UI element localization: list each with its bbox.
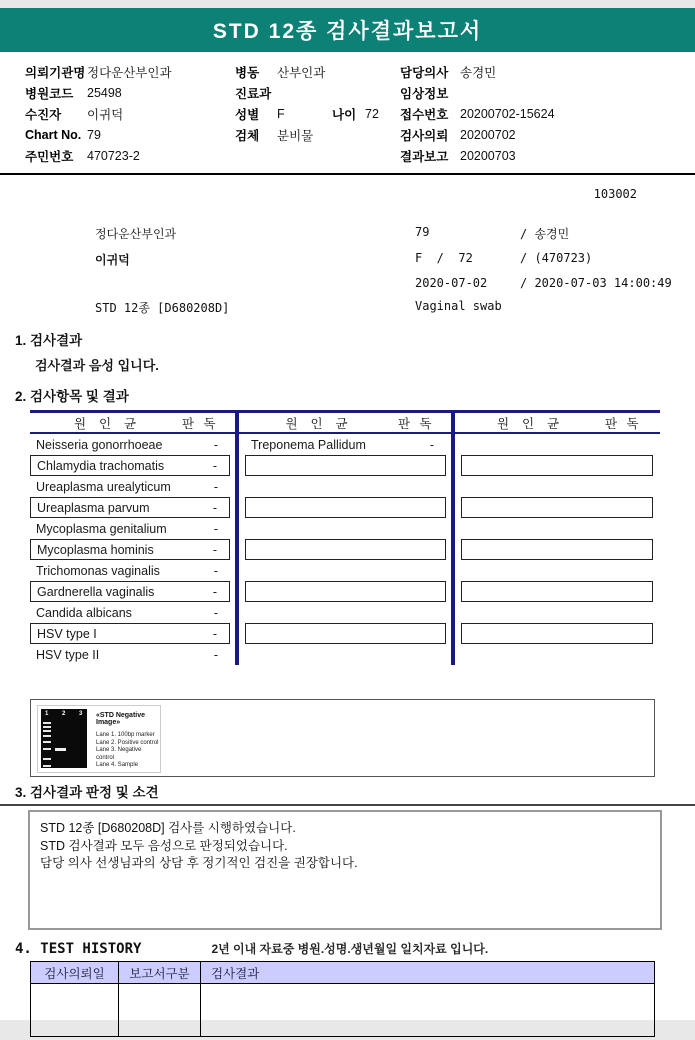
info-label-request-date: 검사의뢰	[400, 128, 449, 143]
pathogen-row	[30, 644, 230, 665]
gel-image-frame	[37, 705, 161, 773]
header-result: 판 독	[182, 416, 219, 431]
specimen-type: Vaginal swab	[415, 299, 502, 313]
report-title: STD 12종 검사결과보고서	[212, 20, 483, 43]
gel-band	[43, 722, 51, 724]
patient-rrn: / (470723)	[520, 251, 593, 265]
report-datetime: / 2020-07-03 14:00:49	[520, 276, 672, 290]
info-label-specimen: 검체	[235, 128, 260, 143]
pathogen-result: -	[213, 437, 219, 452]
pathogen-row	[30, 539, 230, 560]
pathogen-column-3	[453, 434, 660, 665]
info-value-chart-no: 79	[87, 127, 101, 142]
pathogen-row	[461, 623, 653, 644]
document-number: 103002	[593, 187, 637, 201]
pathogen-name: Chlamydia trachomatis	[37, 458, 165, 473]
std-table-body	[30, 434, 660, 665]
info-label-rrn: 주민번호	[25, 149, 74, 164]
pathogen-row	[245, 581, 446, 602]
pathogen-result: -	[213, 647, 219, 662]
history-header-report-type: 보고서구분	[119, 962, 201, 983]
pathogen-name: Treponema Pallidum	[251, 437, 366, 452]
info-label-sex: 성별	[235, 107, 260, 122]
section4-heading-row	[0, 940, 695, 957]
pathogen-result: -	[212, 542, 218, 557]
info-label-doctor: 담당의사	[400, 65, 449, 80]
pathogen-name: Ureaplasma urealyticum	[36, 479, 171, 494]
gel-band	[43, 726, 51, 728]
pathogen-row	[30, 602, 230, 623]
column-divider	[451, 410, 455, 665]
section2-title: 2. 검사항목 및 결과	[15, 389, 129, 404]
gel-sample-band	[55, 748, 66, 751]
info-value-specimen: 분비물	[277, 128, 314, 143]
comment-line: STD 12종 [D680208D] 검사를 시행하였습니다.	[40, 821, 296, 835]
divider-line	[0, 173, 695, 175]
gel-legend	[96, 712, 160, 770]
pathogen-row	[245, 602, 446, 623]
std-result-table	[30, 410, 660, 665]
pathogen-result: -	[212, 458, 218, 473]
comment-line: 담당 의사 선생님과의 상담 후 정기적인 검진을 권장합니다.	[40, 856, 358, 870]
info-value-age: 72	[365, 106, 379, 121]
pathogen-row	[461, 497, 653, 518]
gel-band	[43, 735, 51, 737]
gel-electrophoresis-image	[41, 709, 106, 768]
comment-line: STD 검사결과 모두 음성으로 판정되었습니다.	[40, 838, 288, 853]
pathogen-row	[245, 518, 446, 539]
section1-title: 1. 검사결과	[15, 333, 83, 348]
gel-band	[43, 758, 51, 760]
pathogen-row	[30, 497, 230, 518]
header-result: 판 독	[398, 416, 435, 431]
history-body-row	[31, 984, 654, 1036]
info-value-org: 정다운산부인과	[87, 65, 172, 80]
report-page	[0, 8, 695, 1020]
comment-box	[28, 810, 662, 930]
info-label-patient: 수진자	[25, 107, 62, 122]
info-value-request-date: 20200702	[460, 127, 516, 142]
pathogen-row	[30, 476, 230, 497]
pathogen-name: Mycoplasma hominis	[37, 542, 154, 557]
pathogen-row	[461, 560, 653, 581]
header-pathogen: 원 인 균	[73, 416, 139, 431]
info-label-report-date: 결과보고	[400, 149, 449, 164]
column-divider	[235, 410, 239, 665]
pathogen-name: Candida albicans	[36, 605, 132, 620]
section4-title: 4. TEST HISTORY	[15, 941, 142, 957]
doctor-name: / 송경민	[520, 227, 570, 241]
pathogen-row	[30, 434, 230, 455]
info-label-chart-no: Chart No.	[25, 127, 82, 142]
pathogen-column-1	[30, 434, 237, 665]
info-label-receipt-no: 접수번호	[400, 107, 449, 122]
pathogen-name: HSV type I	[37, 626, 97, 641]
test-name: STD 12종 [D680208D]	[95, 301, 230, 315]
info-value-doctor: 송경민	[460, 65, 497, 80]
patient-info-section	[0, 52, 695, 166]
history-cell-request-date	[31, 984, 119, 1036]
info-value-patient: 이귀덕	[87, 107, 124, 122]
pathogen-row	[245, 539, 446, 560]
gel-band	[43, 741, 51, 743]
pathogen-row	[461, 581, 653, 602]
pathogen-result: -	[213, 605, 219, 620]
pathogen-row	[245, 560, 446, 581]
info-row	[25, 61, 695, 82]
history-cell-result	[201, 984, 654, 1036]
section1-result: 검사결과 음성 입니다.	[35, 358, 159, 373]
header-pathogen: 원 인 균	[285, 416, 350, 431]
pathogen-result: -	[429, 437, 435, 452]
pathogen-row	[461, 602, 653, 623]
gel-legend-title: «STD Negative Image»	[96, 712, 146, 726]
pathogen-row	[461, 518, 653, 539]
header-group	[30, 414, 237, 432]
gel-lane-label: Lane 3. Negative control	[96, 747, 142, 761]
pathogen-row	[245, 455, 446, 476]
pathogen-row	[30, 623, 230, 644]
pathogen-row	[245, 497, 446, 518]
gel-image-panel	[30, 699, 655, 777]
header-group	[237, 414, 453, 432]
report-header-block	[0, 225, 695, 325]
info-row	[25, 124, 695, 145]
gel-lane-label: Lane 2. Positive control	[96, 739, 159, 746]
header-pathogen: 원 인 균	[496, 416, 562, 431]
gel-lane-label: Lane 1. 100bp marker	[96, 732, 155, 738]
info-value-receipt-no: 20200702-15624	[460, 106, 555, 121]
clinic-name: 정다운산부인과	[95, 227, 177, 241]
header-result: 판 독	[605, 416, 642, 431]
gel-lane-numbers: 1 2 3 4	[45, 711, 106, 717]
info-row	[25, 82, 695, 103]
pathogen-row	[461, 539, 653, 560]
info-label-department: 진료과	[235, 86, 272, 101]
pathogen-row	[461, 434, 653, 455]
pathogen-row	[245, 644, 446, 665]
pathogen-row	[461, 644, 653, 665]
info-label-age: 나이	[332, 107, 357, 122]
info-label-hospital-code: 병원코드	[25, 86, 74, 101]
pathogen-name: HSV type II	[36, 647, 100, 662]
gel-lane-label: Lane 4. Sample	[96, 762, 139, 768]
info-value-report-date: 20200703	[460, 148, 516, 163]
info-row	[25, 103, 695, 124]
pathogen-result: -	[213, 563, 219, 578]
info-value-hospital-code: 25498	[87, 85, 122, 100]
sex-age: F / 72	[415, 251, 473, 265]
pathogen-row	[30, 518, 230, 539]
test-history-table	[30, 961, 655, 1037]
std-table-header	[30, 410, 660, 434]
gel-band	[43, 748, 51, 750]
history-header-result: 검사결과	[211, 966, 260, 981]
info-row	[25, 145, 695, 166]
info-value-ward: 산부인과	[277, 65, 326, 80]
pathogen-row	[245, 623, 446, 644]
history-header-request-date: 검사의뢰일	[31, 962, 119, 983]
history-cell-report-type	[119, 984, 201, 1036]
chart-no: 79	[415, 225, 430, 239]
request-date: 2020-07-02	[415, 276, 488, 290]
pathogen-name: Trichomonas vaginalis	[36, 563, 160, 578]
pathogen-result: -	[212, 584, 218, 599]
info-label-clinical: 임상정보	[400, 86, 449, 101]
pathogen-name: Ureaplasma parvum	[37, 500, 150, 515]
pathogen-row	[461, 476, 653, 497]
pathogen-row	[30, 455, 230, 476]
gel-band	[43, 765, 51, 767]
info-label-org: 의뢰기관명	[25, 65, 86, 80]
patient-name: 이귀덕	[95, 253, 130, 267]
info-value-rrn: 470723-2	[87, 148, 140, 163]
report-title-bar	[0, 8, 695, 52]
pathogen-column-2	[237, 434, 453, 665]
pathogen-result: -	[212, 626, 218, 641]
pathogen-row	[461, 455, 653, 476]
gel-band	[43, 730, 51, 732]
pathogen-name: Gardnerella vaginalis	[37, 584, 155, 599]
pathogen-name: Neisseria gonorrhoeae	[36, 437, 163, 452]
info-value-sex: F	[277, 106, 285, 121]
pathogen-row	[245, 476, 446, 497]
pathogen-row	[30, 581, 230, 602]
pathogen-name: Mycoplasma genitalium	[36, 521, 167, 536]
pathogen-result: -	[213, 521, 219, 536]
section3-title: 3. 검사결과 판정 및 소견	[0, 781, 695, 806]
pathogen-result: -	[212, 500, 218, 515]
info-label-ward: 병동	[235, 65, 260, 80]
pathogen-result: -	[213, 479, 219, 494]
pathogen-row	[245, 434, 446, 455]
section4-note: 2년 이내 자료중 병원.성명.생년월일 일치자료 입니다.	[211, 942, 489, 956]
header-group	[453, 414, 660, 432]
history-header-row	[31, 962, 654, 984]
pathogen-row	[30, 560, 230, 581]
